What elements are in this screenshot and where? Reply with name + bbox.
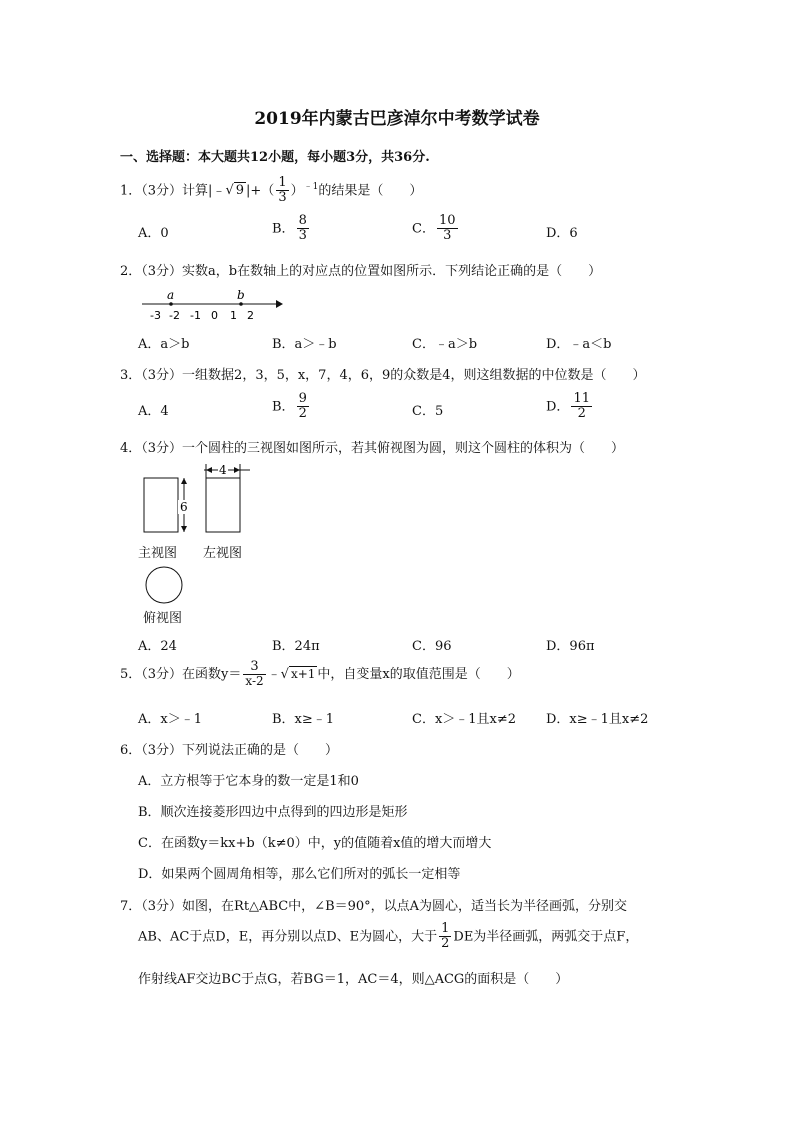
top-view-circle xyxy=(146,567,182,603)
q3-option-b-fraction xyxy=(297,392,309,422)
q6-option-d: D．如果两个圆周角相等，那么它们所对的弧长一定相等 xyxy=(138,867,461,882)
q5-fraction xyxy=(243,660,265,688)
q3-option-d-fraction xyxy=(571,392,592,422)
q7-line2-end: DE为半径画弧，两弧交于点F， xyxy=(453,929,639,945)
q1-option-b-fraction xyxy=(297,214,309,244)
q5-option-c: C．x＞﹣1且x≠2 xyxy=(412,712,517,727)
q3-option-b-label: B． xyxy=(272,399,295,415)
left-view-rect xyxy=(206,478,240,532)
q5-option-b: B．x≥﹣1 xyxy=(272,712,335,727)
front-view-label: 主视图 xyxy=(138,546,178,561)
tick-label: -3 xyxy=(150,309,161,322)
height-arrow-bottom xyxy=(181,526,187,532)
q5-radicand: x+1 xyxy=(290,666,316,681)
q5-minus: ﹣ xyxy=(267,666,281,682)
q1-option-c xyxy=(412,214,460,244)
point-a-label: a xyxy=(167,288,175,302)
tick-label: 2 xyxy=(247,309,254,322)
left-view-label: 左视图 xyxy=(203,546,243,561)
q2-option-d: D．﹣a＜b xyxy=(546,337,612,352)
question-7-line-2 xyxy=(138,922,638,952)
three-view-figure xyxy=(138,462,258,540)
question-5 xyxy=(120,660,520,688)
question-7-line-1: 7．（3分）如图，在Rt△ABC中，∠B＝90°，以点A为圆心，适当长为半径画弧，分别交 xyxy=(120,899,628,914)
q6-option-b: B．顺次连接菱形四边中点得到的四边形是矩形 xyxy=(138,805,408,820)
q7-denominator: 2 xyxy=(441,936,450,952)
q1-option-c-fraction xyxy=(437,214,458,244)
q4-option-d: D．96π xyxy=(546,639,595,654)
q7-numerator: 1 xyxy=(441,921,450,936)
q1-option-d: D．6 xyxy=(546,226,578,241)
q1-numerator: 1 xyxy=(278,175,287,190)
q1-paren: ） xyxy=(290,183,304,199)
q1-exponent: ﹣1 xyxy=(303,181,319,192)
q5-sqrt: √ x+1 xyxy=(280,666,316,682)
q4-option-a: A．24 xyxy=(138,639,177,654)
q1-plus: |+（ xyxy=(246,183,275,199)
q7-line2-start: AB、AC于点D，E，再分别以点D、E为圆心，大于 xyxy=(138,929,438,945)
q1-sqrt: √ 9 xyxy=(225,183,245,199)
question-6: 6．（3分）下列说法正确的是（ ） xyxy=(120,743,339,758)
q2-option-a: A．a＞b xyxy=(138,337,190,352)
tick-label: -2 xyxy=(169,309,180,322)
q6-option-a: A．立方根等于它本身的数一定是1和0 xyxy=(138,774,359,789)
width-arrow-right xyxy=(234,467,240,473)
question-3: 3．（3分）一组数据2，3，5，x，7，4，6，9的众数是4，则这组数据的中位数是（ ） xyxy=(120,368,646,383)
top-view-figure xyxy=(142,564,186,608)
q1-prefix: 1．（3分）计算| xyxy=(120,183,213,199)
q2-option-c: C．﹣a＞b xyxy=(412,337,478,352)
q3-option-b xyxy=(272,392,311,422)
q1-denominator: 3 xyxy=(278,190,287,206)
q3-option-c: C．5 xyxy=(412,404,444,419)
q5-option-a: A．x＞﹣1 xyxy=(138,712,202,727)
height-label: 6 xyxy=(180,500,188,514)
q2-option-b: B．a＞﹣b xyxy=(272,337,337,352)
q7-fraction xyxy=(439,922,451,952)
q1-suffix: 的结果是（ ） xyxy=(318,183,423,199)
top-view-label: 俯视图 xyxy=(143,611,183,626)
width-label: 4 xyxy=(219,463,227,477)
q5-option-d: D．x≥﹣1且x≠2 xyxy=(546,712,649,727)
q1-radicand: 9 xyxy=(235,183,245,199)
q3-option-d xyxy=(546,392,594,422)
section-heading: 一、选择题：本大题共12小题，每小题3分，共36分. xyxy=(120,150,430,165)
question-1 xyxy=(120,176,422,206)
q4-option-c: C．96 xyxy=(412,639,452,654)
q5-numerator: 3 xyxy=(243,660,265,675)
q1-option-b-label: B． xyxy=(272,221,295,237)
q3-option-a: A．4 xyxy=(138,404,169,419)
q3-b-numerator: 9 xyxy=(298,391,307,406)
q1-option-c-label: C． xyxy=(412,221,435,237)
point-b-dot xyxy=(239,302,243,306)
question-2: 2．（3分）实数a，b在数轴上的对应点的位置如图所示．下列结论正确的是（ ） xyxy=(120,264,602,279)
tick-label: -1 xyxy=(190,309,201,322)
number-line-arrow xyxy=(276,300,283,308)
q1-c-denominator: 3 xyxy=(443,228,452,244)
page-title: 2019年内蒙古巴彦淖尔中考数学试卷 xyxy=(254,109,540,129)
point-b-label: b xyxy=(237,288,245,302)
q3-d-denominator: 2 xyxy=(577,406,586,422)
q4-option-b: B．24π xyxy=(272,639,320,654)
tick-label: 1 xyxy=(230,309,237,322)
q5-suffix: 中，自变量x的取值范围是（ ） xyxy=(317,666,520,682)
number-line-figure xyxy=(140,286,285,322)
q3-option-d-label: D． xyxy=(546,399,570,415)
point-a-dot xyxy=(169,302,173,306)
q1-option-b xyxy=(272,214,311,244)
q5-prefix: 5．（3分）在函数y＝ xyxy=(120,666,242,682)
q5-denominator: x-2 xyxy=(245,674,264,689)
q1-option-a: A．0 xyxy=(138,226,169,241)
front-view-rect xyxy=(144,478,178,532)
q1-b-numerator: 8 xyxy=(298,213,307,228)
q1-minus: ﹣ xyxy=(212,183,226,199)
question-7-line-3: 作射线AF交边BC于点G，若BG＝1，AC＝4，则△ACG的面积是（ ） xyxy=(138,972,569,987)
q3-d-numerator: 11 xyxy=(573,391,590,406)
question-4: 4．（3分）一个圆柱的三视图如图所示，若其俯视图为圆，则这个圆柱的体积为（ ） xyxy=(120,441,625,456)
tick-label: 0 xyxy=(211,309,218,322)
width-arrow-left xyxy=(206,467,212,473)
q1-c-numerator: 10 xyxy=(438,213,456,228)
q3-b-denominator: 2 xyxy=(298,406,307,422)
q1-b-denominator: 3 xyxy=(298,228,307,244)
height-arrow-top xyxy=(181,478,187,484)
q6-option-c: C．在函数y＝kx+b（k≠0）中，y的值随着x值的增大而增大 xyxy=(138,836,492,851)
q1-fraction xyxy=(276,176,288,206)
